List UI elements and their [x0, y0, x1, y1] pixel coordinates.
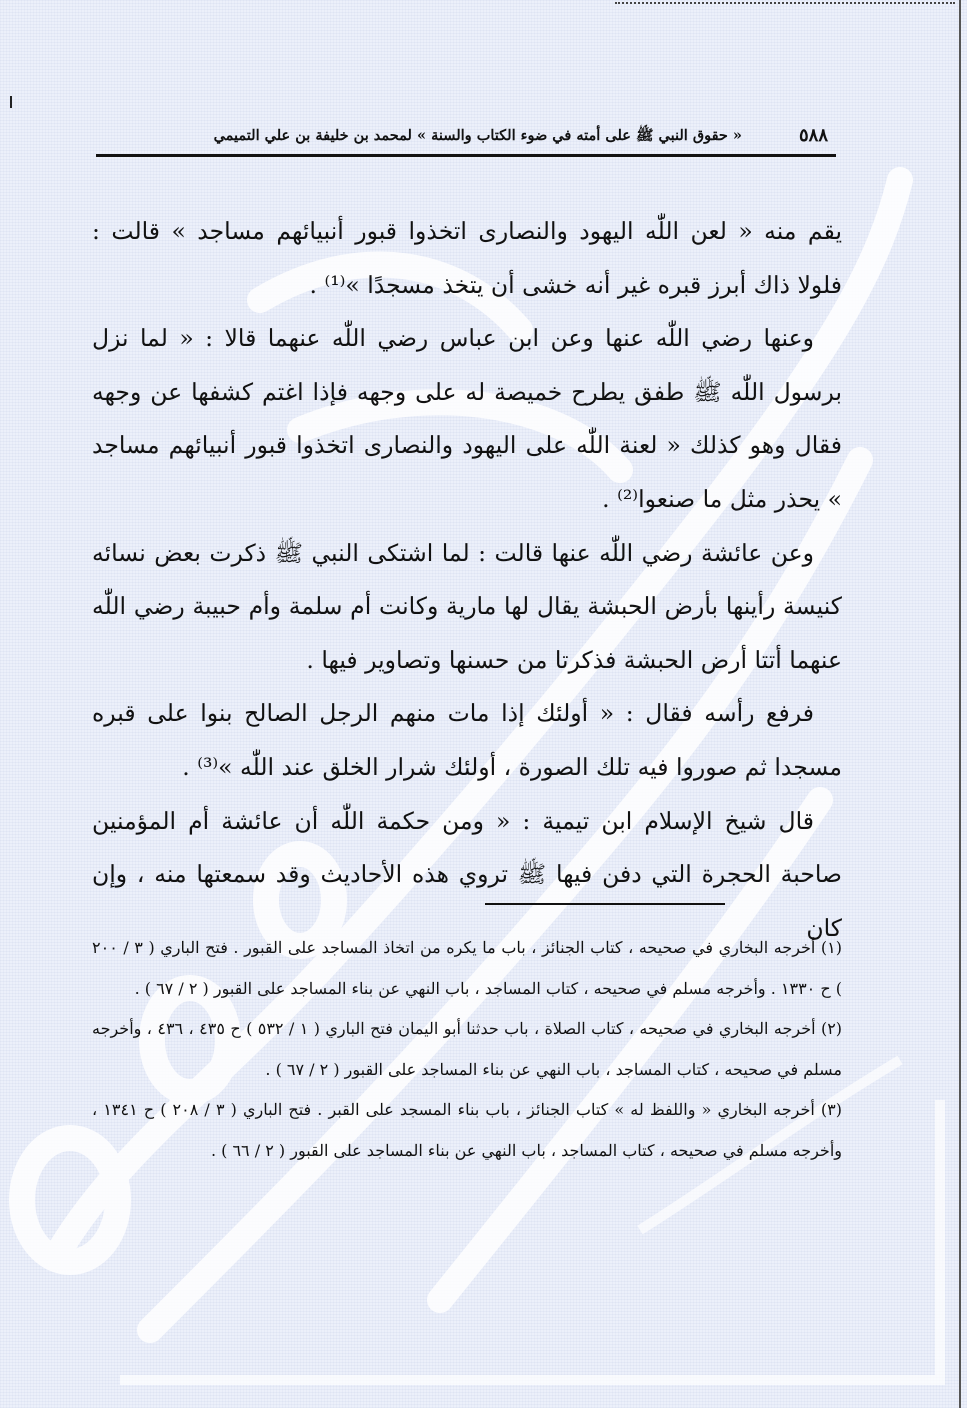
top-edge-dots: [615, 2, 955, 4]
footnote: (٣) أخرجه البخاري « واللفظ له » كتاب الجنائز ، باب بناء المسجد على القبر . فتح الباري ( ٣ / ٢٠٨ ) ح ١٣٤١ ، وأخرجه مسلم في صحيحه ، كتاب المساجد ، باب النهي عن بناء المساجد على القبور ( ٢ / ٦٦ ) .: [92, 1100, 843, 1160]
page-number: ٥٨٨: [798, 125, 828, 146]
page-header: [96, 125, 830, 155]
paragraph: يقم منه « لعن اللّٰه اليهود والنصارى اتخذوا قبور أنبيائهم مساجد » قالت : فلولا ذاك أبرز قبره غير أنه خشى أن يتخذ مسجدًا »⁽¹⁾ .: [92, 217, 842, 299]
paragraph: وعن عائشة رضي اللّٰه عنها قالت : لما اشتكى النبي ﷺ ذكرت بعض نسائه كنيسة رأينها بأرض الحبشة يقال لها مارية وكانت أم سلمة وأم حبيبة رضي اللّٰه عنهما أتتا أرض الحبشة فذكرتا من حسنها وتصاوير فيها .: [92, 538, 842, 674]
footnote-separator: [485, 903, 725, 905]
header-rule: [96, 154, 836, 157]
paragraph: قال شيخ الإسلام ابن تيمية : « ومن حكمة اللّٰه أن عائشة أم المؤمنين صاحبة الحجرة التي دفن فيها ﷺ تروي هذه الأحاديث وقد سمعتها منه ، وإن كان: [92, 806, 842, 942]
scan-mark: [10, 96, 12, 108]
paragraph: وعنها رضي اللّٰه عنها وعن ابن عباس رضي اللّٰه عنهما قالا : « لما نزل برسول اللّٰه ﷺ طفق يطرح خميصة له على وجهه فإذا اغتم كشفها عن وجهه فقال وهو كذلك « لعنة اللّٰه على اليهود والنصارى اتخذوا قبور أنبيائهم مساجد » يحذر مثل ما صنعوا⁽²⁾ .: [92, 324, 842, 513]
running-title: « حقوق النبي ﷺ على أمته في ضوء الكتاب والسنة » لمحمد بن خليفة بن علي التميمي: [213, 127, 742, 144]
main-text: [92, 205, 842, 955]
footnote: (٢) أخرجه البخاري في صحيحه ، كتاب الصلاة ، باب حدثنا أبو اليمان فتح الباري ( ١ / ٥٣٢ ) ح ٤٣٥ ، ٤٣٦ ، وأخرجه مسلم في صحيحه ، كتاب المساجد ، باب النهي عن بناء المساجد على القبور ( ٢ / ٦٧ ) .: [92, 1019, 843, 1079]
footnote: (١) أخرجه البخاري في صحيحه ، كتاب الجنائز ، باب ما يكره من اتخاذ المساجد على القبور . فتح الباري ( ٣ / ٢٠٠ ) ح ١٣٣٠ . وأخرجه مسلم في صحيحه ، كتاب المساجد ، باب النهي عن بناء المساجد على القبور ( ٢ / ٦٧ ) .: [92, 938, 843, 998]
paragraph: فرفع رأسه فقال : « أولئك إذا مات منهم الرجل الصالح بنوا على قبره مسجدا ثم صوروا فيه تلك الصورة ، أولئك شرار الخلق عند اللّٰه »⁽³⁾ .: [92, 699, 842, 781]
page-edge: [959, 0, 961, 1408]
footnotes: [92, 928, 842, 1171]
